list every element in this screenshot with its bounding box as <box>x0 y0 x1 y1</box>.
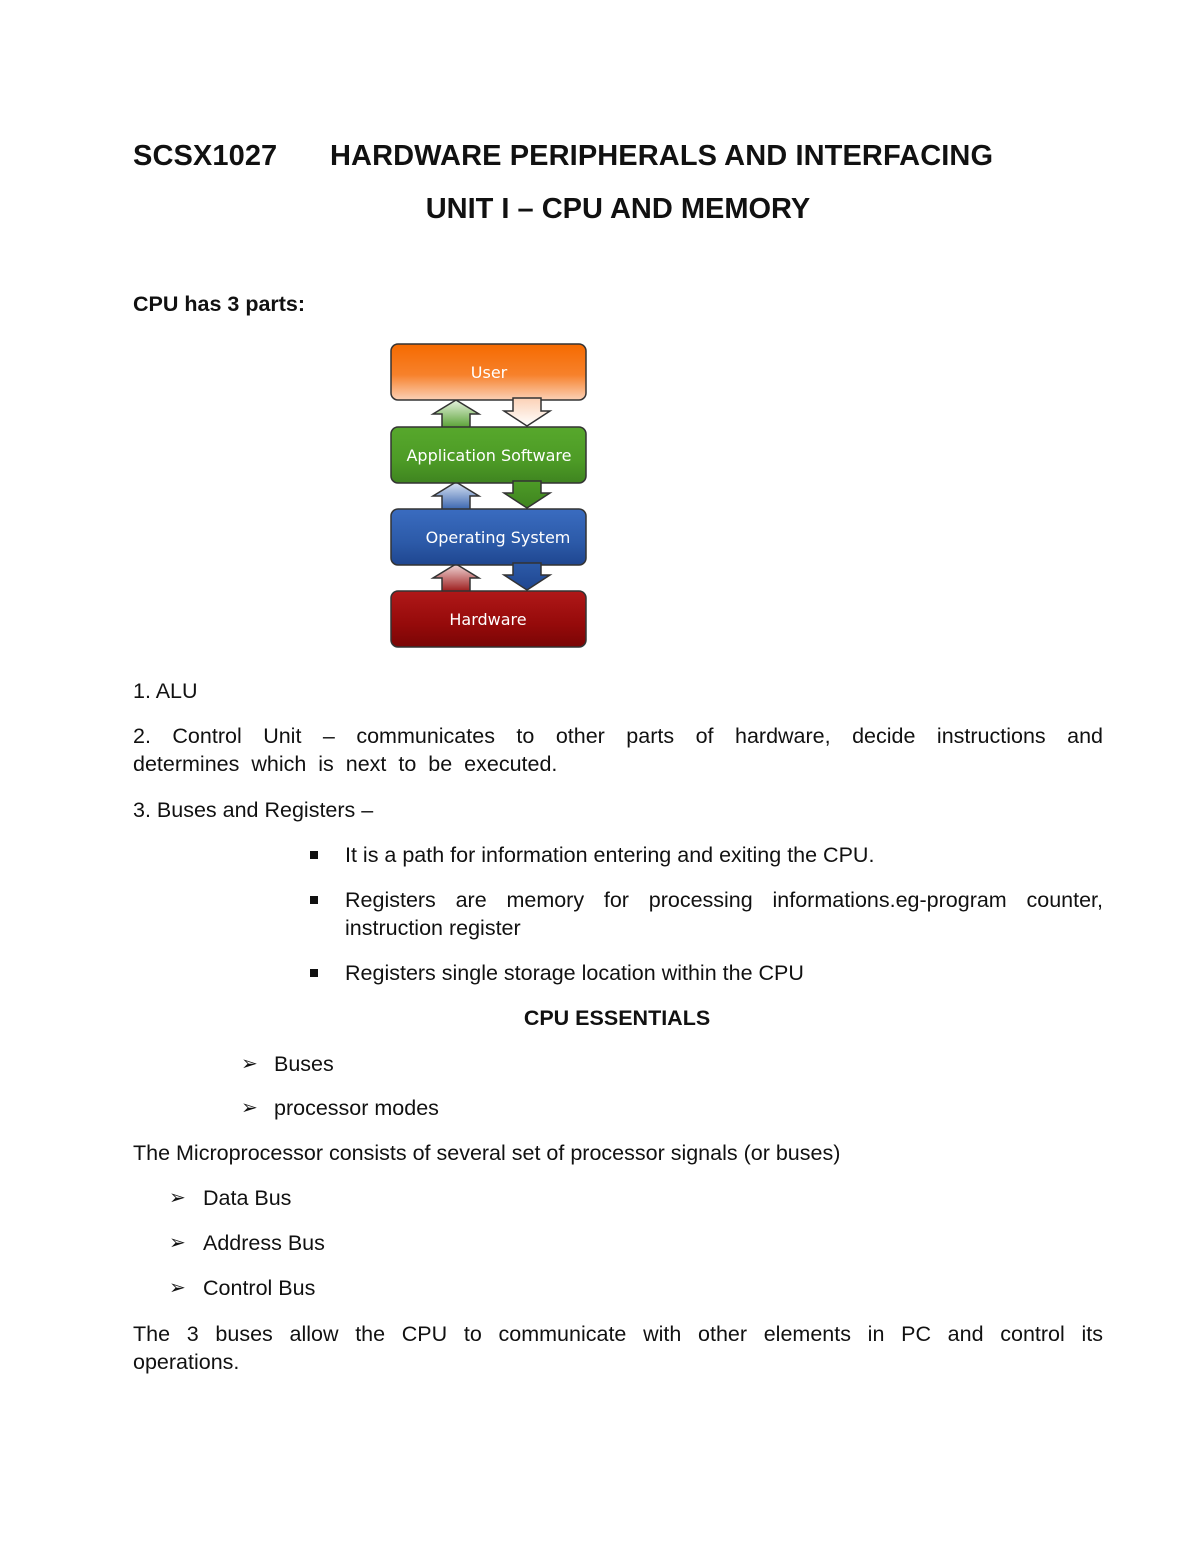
part-alu: 1. ALU <box>133 679 198 703</box>
course-title-line <box>133 140 993 173</box>
layer-diagram <box>385 338 595 656</box>
arrow-bullet-icon: ➢ <box>169 1187 186 1209</box>
bus-item: Data Bus <box>203 1186 292 1210</box>
layer-label-hardware: Hardware <box>449 610 527 629</box>
layer-label-os: Operating System <box>425 528 571 547</box>
course-title: HARDWARE PERIPHERALS AND INTERFACING <box>330 140 994 172</box>
square-bullet-icon <box>310 896 318 904</box>
register-bullet: Registers single storage location within the CPU <box>345 961 804 985</box>
down-arrow-icon <box>504 398 550 426</box>
essentials-heading: CPU ESSENTIALS <box>523 1006 711 1030</box>
register-bullet: Registers are memory for processing informations.eg-program counter, instruction register <box>345 888 1103 940</box>
layer-label-user: User <box>470 363 508 382</box>
part-buses-registers: 3. Buses and Registers – <box>133 798 374 822</box>
arrow-bullet-icon: ➢ <box>169 1232 186 1254</box>
course-code: SCSX1027 <box>133 140 278 172</box>
essentials-item: processor modes <box>274 1096 439 1120</box>
essentials-item: Buses <box>274 1052 334 1076</box>
up-arrow-icon <box>433 400 479 430</box>
buses-intro: The Microprocessor consists of several set of processor signals (or buses) <box>133 1141 841 1165</box>
part-control-unit: 2. Control Unit – communicates to other parts of hardware, decide instructions and determines which is next to be executed. <box>133 724 1103 776</box>
layer-label-application: Application Software <box>406 446 572 465</box>
up-arrow-icon <box>433 482 479 512</box>
square-bullet-icon <box>310 969 318 977</box>
unit-title: UNIT I – CPU AND MEMORY <box>425 193 811 225</box>
down-arrow-icon <box>504 481 550 508</box>
square-bullet-icon <box>310 851 318 859</box>
bus-item: Address Bus <box>203 1231 325 1255</box>
arrow-bullet-icon: ➢ <box>241 1053 258 1075</box>
bus-item: Control Bus <box>203 1276 316 1300</box>
closing-text: The 3 buses allow the CPU to communicate with other elements in PC and control its operations. <box>133 1322 1103 1374</box>
arrow-bullet-icon: ➢ <box>169 1277 186 1299</box>
down-arrow-icon <box>504 563 550 590</box>
up-arrow-icon <box>433 564 479 594</box>
arrow-bullet-icon: ➢ <box>241 1097 258 1119</box>
register-bullet: It is a path for information entering and exiting the CPU. <box>345 843 875 867</box>
intro-text: CPU has 3 parts: <box>133 292 306 316</box>
